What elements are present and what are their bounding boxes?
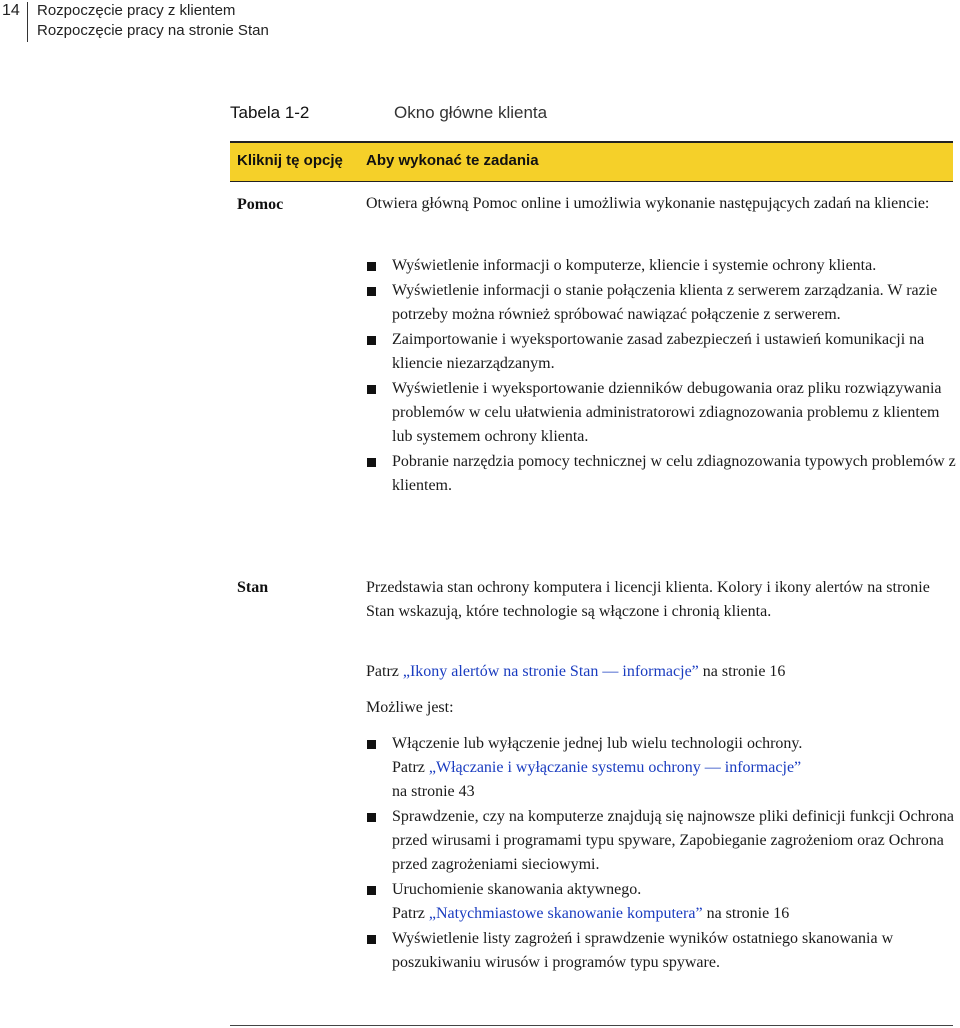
pomoc-intro: Otwiera główną Pomoc online i umożliwia wykonanie następujących zadań na kliencie:: [366, 195, 930, 212]
column-header-tasks: Aby wykonać te zadania: [366, 152, 539, 169]
table-bottom-rule: [230, 1025, 953, 1026]
stan-see-also: [366, 660, 956, 684]
list-item: [366, 377, 956, 449]
ref-suffix: na stronie 16: [706, 905, 790, 922]
list-item: [366, 450, 956, 498]
section-title: Rozpoczęcie pracy na stronie Stan: [37, 22, 269, 39]
bullet-square-icon: [367, 813, 376, 822]
ref-prefix: Patrz: [392, 905, 425, 922]
list-item: [366, 328, 956, 376]
possible-label: Możliwe jest:: [366, 699, 454, 716]
list-item: [366, 254, 956, 278]
page-number: 14: [2, 2, 20, 19]
list-item-text: Włączenie lub wyłączenie jednej lub wielu technologii ochrony.: [392, 735, 803, 752]
stan-task-list: [366, 732, 956, 976]
list-item-text: Sprawdzenie, czy na komputerze znajdują się najnowsze pliki definicji funkcji Ochrona przed wirusami i programami typu spyware, Zapobieganie zagrożeniom oraz Ochrona przed zagrożeniami sieciowymi.: [392, 808, 955, 873]
ref-prefix: Patrz: [392, 759, 425, 776]
table-caption: [230, 103, 547, 123]
list-item-text: Wyświetlenie i wyeksportowanie dzienników debugowania oraz pliku rozwiązywania problemów w celu ułatwienia administratorowi zdiagnozowania problemu z klientem lub systemem ochrony klienta.: [392, 380, 942, 445]
table-title: Okno główne klienta: [394, 103, 548, 122]
chapter-title: Rozpoczęcie pracy z klientem: [37, 2, 236, 19]
bullet-square-icon: [367, 740, 376, 749]
bullet-square-icon: [367, 287, 376, 296]
list-item-text: Pobranie narzędzia pomocy technicznej w celu zdiagnozowania typowych problemów z klientem.: [392, 453, 956, 494]
row-label-pomoc: Pomoc: [237, 196, 284, 213]
row-label-stan: Stan: [237, 579, 269, 596]
see-suffix: na stronie 16: [702, 663, 786, 680]
scan-now-link[interactable]: „Natychmiastowe skanowanie komputera”: [428, 905, 703, 922]
table-header-row: [230, 141, 953, 182]
bullet-square-icon: [367, 458, 376, 467]
column-header-option: Kliknij tę opcję: [237, 152, 343, 169]
list-item: [366, 805, 956, 877]
see-prefix: Patrz: [366, 663, 399, 680]
pomoc-task-list: [366, 254, 956, 499]
bullet-square-icon: [367, 336, 376, 345]
list-item-text: Wyświetlenie informacji o stanie połączenia klienta z serwerem zarządzania. W razie potrzeby można również spróbować nawiązać połączenie z serwerem.: [392, 282, 938, 323]
bullet-square-icon: [367, 385, 376, 394]
list-item: [366, 732, 956, 804]
list-item: [366, 279, 956, 327]
bullet-square-icon: [367, 262, 376, 271]
list-item-text: Uruchomienie skanowania aktywnego.: [392, 881, 642, 898]
toggle-protection-link[interactable]: „Włączanie i wyłączanie systemu ochrony — informacje”: [428, 759, 802, 776]
list-item: [366, 878, 956, 926]
header-divider: [27, 2, 28, 42]
stan-intro: Przedstawia stan ochrony komputera i licencji klienta. Kolory i ikony alertów na stronie Stan wskazują, które technologie są włączone i chronią klienta.: [366, 579, 930, 620]
alert-icons-link[interactable]: „Ikony alertów na stronie Stan — informacje”: [402, 663, 699, 680]
table-number: Tabela 1-2: [230, 103, 310, 122]
list-item-text: Wyświetlenie informacji o komputerze, kliencie i systemie ochrony klienta.: [392, 257, 877, 274]
bullet-square-icon: [367, 886, 376, 895]
list-item-text: Zaimportowanie i wyeksportowanie zasad zabezpieczeń i ustawień komunikacji na kliencie niezarządzanym.: [392, 331, 925, 372]
ref-suffix: na stronie 43: [392, 783, 475, 800]
bullet-square-icon: [367, 935, 376, 944]
list-item-text: Wyświetlenie listy zagrożeń i sprawdzenie wyników ostatniego skanowania w poszukiwaniu wirusów i programów typu spyware.: [392, 930, 894, 971]
list-item: [366, 927, 956, 975]
